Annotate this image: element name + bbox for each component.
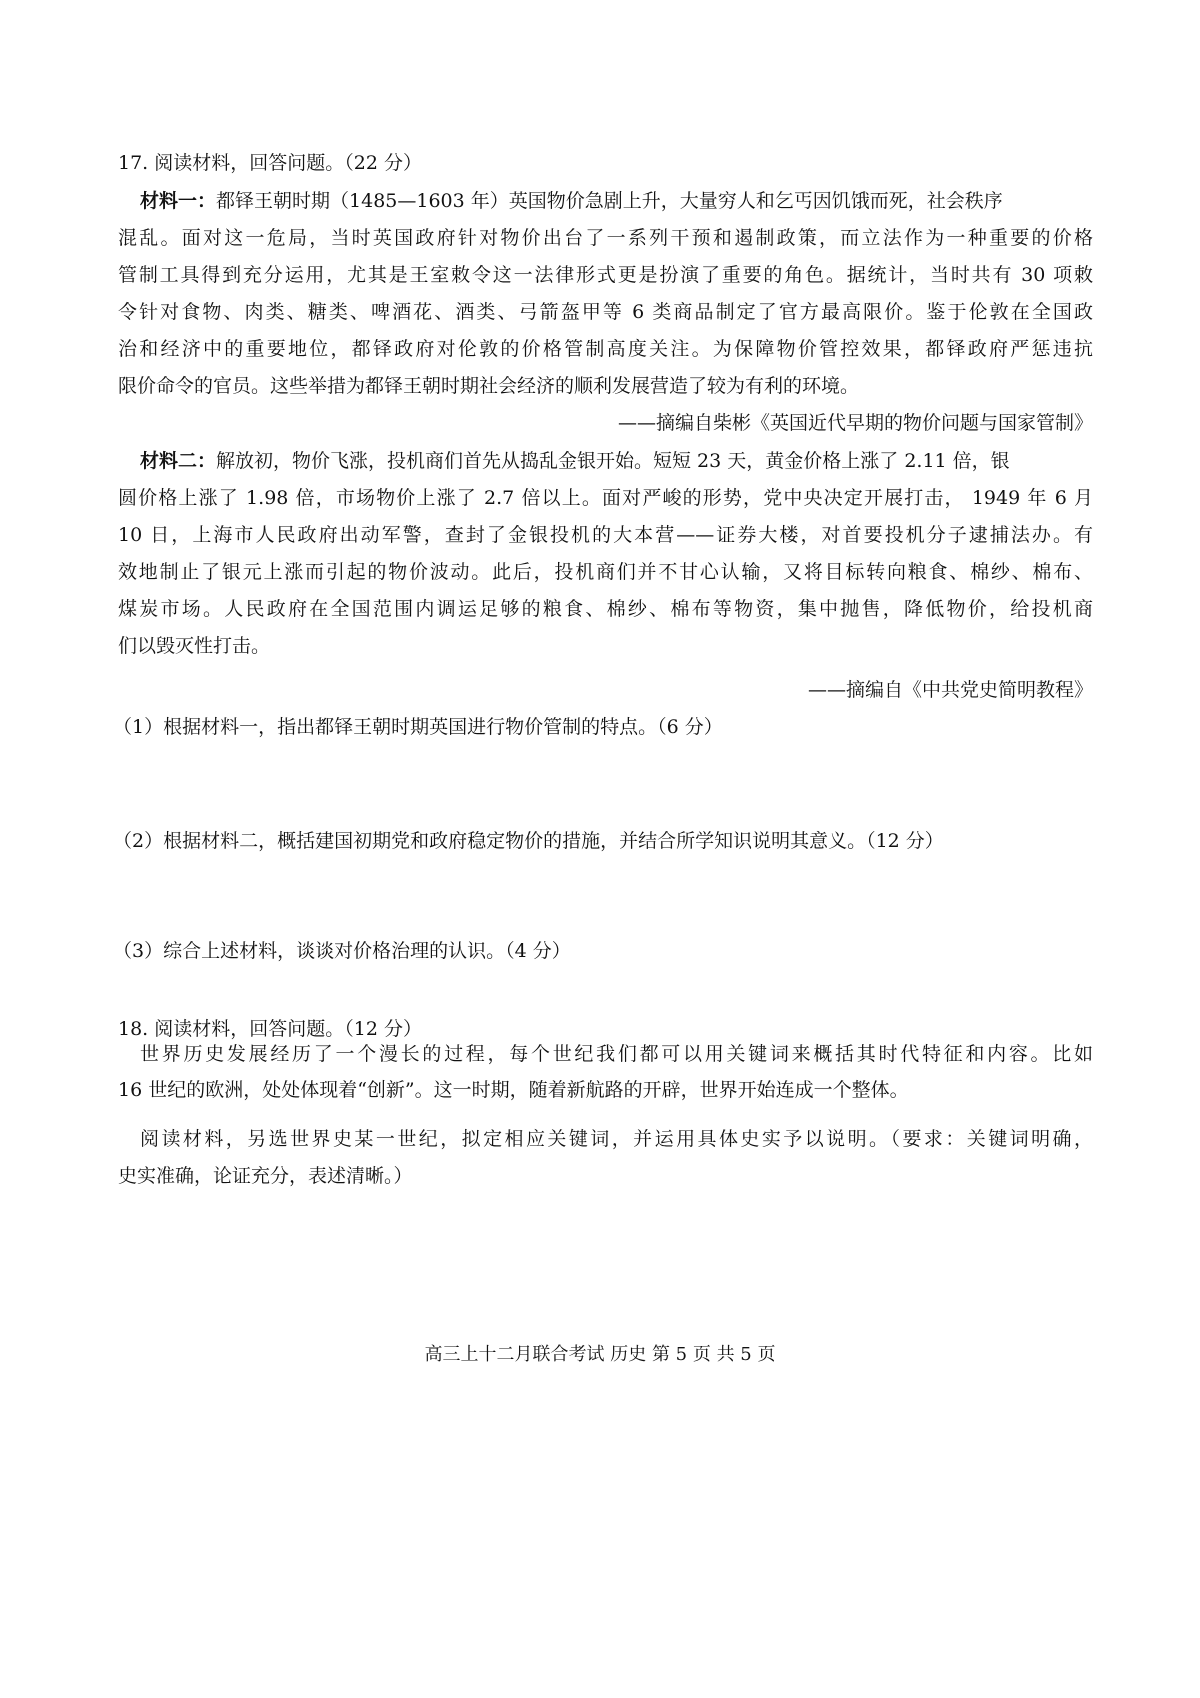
- sub-question-3: （3）综合上述材料，谈谈对价格治理的认识。（4 分）: [113, 940, 571, 962]
- q18-line: 史实准确，论证充分，表述清晰。）: [118, 1165, 413, 1187]
- material-two-label: 材料二：: [140, 450, 217, 472]
- q18-line: 阅读材料，另选世界史某一世纪，拟定相应关键词，并运用具体史实予以说明。（要求：关键词明确，: [140, 1128, 1093, 1150]
- material-one-line: 管制工具得到充分运用，尤其是王室敕令这一法律形式更是扮演了重要的角色。据统计，当时共有 30 项敕: [118, 264, 1093, 286]
- material-two-line: 效地制止了银元上涨而引起的物价波动。此后，投机商们并不甘心认输，又将目标转向粮食、棉纱、棉布、: [118, 561, 1093, 583]
- material-two-line: 煤炭市场。人民政府在全国范围内调运足够的粮食、棉纱、棉布等物资，集中抛售，降低物价，给投机商: [118, 598, 1093, 620]
- material-two-line: 圆价格上涨了 1.98 倍，市场物价上涨了 2.7 倍以上。面对严峻的形势，党中央决定开展打击， 1949 年 6 月: [118, 487, 1093, 509]
- q18-line: 世界历史发展经历了一个漫长的过程，每个世纪我们都可以用关键词来概括其时代特征和内容。比如: [140, 1043, 1093, 1065]
- material-two-line: 10 日，上海市人民政府出动军警，查封了金银投机的大本营——证券大楼，对首要投机分子逮捕法办。有: [118, 524, 1093, 546]
- material-one-line: 都铎王朝时期（1485—1603 年）英国物价急剧上升，大量穷人和乞丐因饥饿而死，社会秩序: [216, 190, 1003, 212]
- material-one-line: 限价命令的官员。这些举措为都铎王朝时期社会经济的顺利发展营造了较为有利的环境。: [118, 375, 860, 397]
- material-two-line: 解放初，物价飞涨，投机商们首先从捣乱金银开始。短短 23 天，黄金价格上涨了 2.11 倍，银: [216, 450, 1010, 472]
- sub-question-1: （1）根据材料一，指出都铎王朝时期英国进行物价管制的特点。（6 分）: [113, 716, 723, 738]
- material-one-line: 混乱。面对这一危局，当时英国政府针对物价出台了一系列干预和遏制政策，而立法作为一种重要的价格: [118, 227, 1093, 249]
- q18-title: 18. 阅读材料，回答问题。（12 分）: [118, 1018, 422, 1040]
- material-two-line: 们以毁灭性打击。: [118, 635, 271, 657]
- q18-line: 16 世纪的欧洲，处处体现着“创新”。这一时期，随着新航路的开辟，世界开始连成一个整体。: [118, 1079, 909, 1101]
- material-two-source: ——摘编自《中共党史简明教程》: [807, 679, 1093, 701]
- material-one-line: 治和经济中的重要地位，都铎政府对伦敦的价格管制高度关注。为保障物价管控效果，都铎政府严惩违抗: [118, 338, 1093, 360]
- material-one-label: 材料一：: [140, 190, 217, 212]
- sub-question-2: （2）根据材料二，概括建国初期党和政府稳定物价的措施，并结合所学知识说明其意义。（12 分）: [113, 830, 944, 852]
- material-one-line: 令针对食物、肉类、糖类、啤酒花、酒类、弓箭盔甲等 6 类商品制定了官方最高限价。鉴于伦敦在全国政: [118, 301, 1093, 323]
- q17-title: 17. 阅读材料，回答问题。（22 分）: [118, 152, 422, 174]
- material-one-source: ——摘编自柴彬《英国近代早期的物价问题与国家管制》: [617, 412, 1093, 434]
- page-footer: 高三上十二月联合考试 历史 第 5 页 共 5 页: [424, 1344, 776, 1365]
